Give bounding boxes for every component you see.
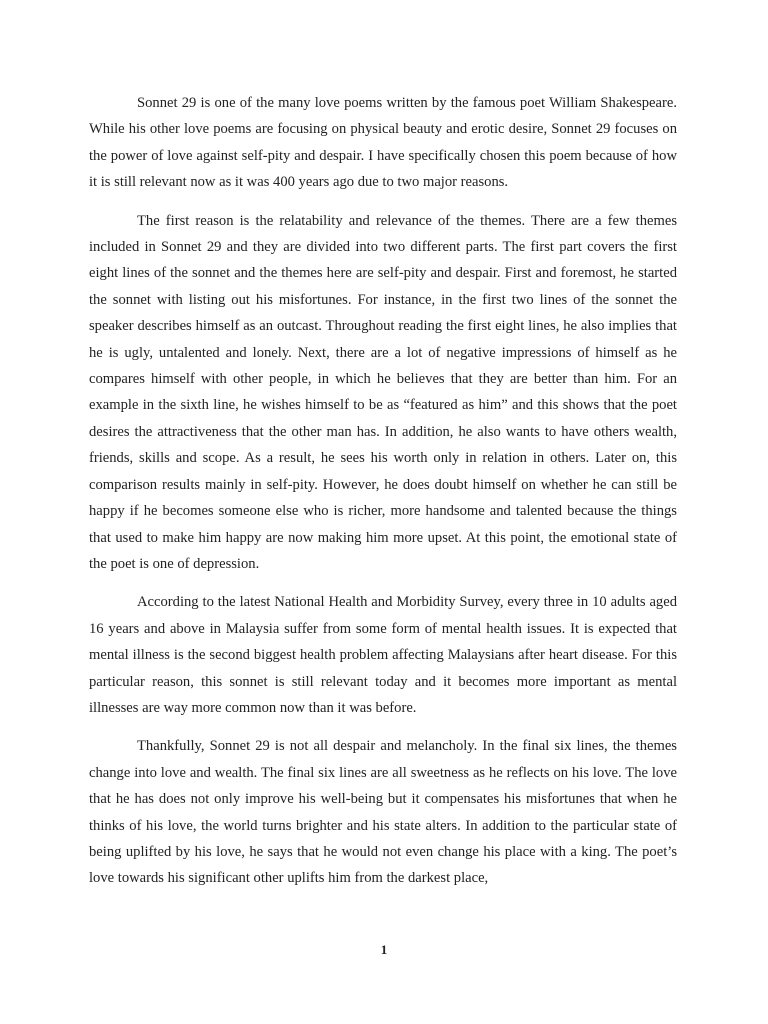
paragraph-mental-health: According to the latest National Health and Morbidity Survey, every three in 10 adults aged 16 years and above in Malaysia suffer from some form of mental health issues. It is expected that mental illness is the second biggest health problem affecting Malaysians after heart disease. For this particular reason, this sonnet is still relevant today and it becomes more important as mental illnesses are way more common now than it was before. bbox=[89, 594, 677, 716]
page-number: 1 bbox=[380, 942, 388, 957]
page-body bbox=[89, 90, 677, 904]
paragraph-love-wealth: Thankfully, Sonnet 29 is not all despair and melancholy. In the final six lines, the themes change into love and wealth. The final six lines are all sweetness as he reflects on his love. The love that he has does not only improve his well-being but it compensates his misfortunes that when he thinks of his love, the world turns brighter and his state alters. In addition to the particular state of being uplifted by his love, he says that he would not even change his place with a king. The poet’s love towards his significant other uplifts him from the darkest place, bbox=[89, 738, 677, 887]
paragraph-intro: Sonnet 29 is one of the many love poems written by the famous poet William Shakespeare. While his other love poems are focusing on physical beauty and erotic desire, Sonnet 29 focuses on the power of love against self-pity and despair. I have specifically chosen this poem because of how it is still relevant now as it was 400 years ago due to two major reasons. bbox=[89, 95, 677, 191]
paragraph-first-reason: The first reason is the relatability and relevance of the themes. There are a few themes included in Sonnet 29 and they are divided into two different parts. The first part covers the first eight lines of the sonnet and the themes here are self-pity and despair. First and foremost, he started the sonnet with listing out his misfortunes. For instance, in the first two lines of the sonnet the speaker describes himself as an outcast. Throughout reading the first eight lines, he also implies that he is ugly, untalented and lonely. Next, there are a lot of negative impressions of himself as he compares himself with other people, in which he believes that they are better than him. For an example in the sixth line, he wishes himself to be as “featured as him” and this shows that the poet desires the attractiveness that the other man has. In addition, he also wants to have others wealth, friends, skills and scope. As a result, he sees his worth only in relation in others. Later on, this comparison results mainly in self-pity. However, he does doubt himself on whether he can still be happy if he becomes someone else who is richer, more handsome and talented because the things that used to make him happy are now making him more upset. At this point, the emotional state of the poet is one of depression. bbox=[89, 212, 677, 572]
